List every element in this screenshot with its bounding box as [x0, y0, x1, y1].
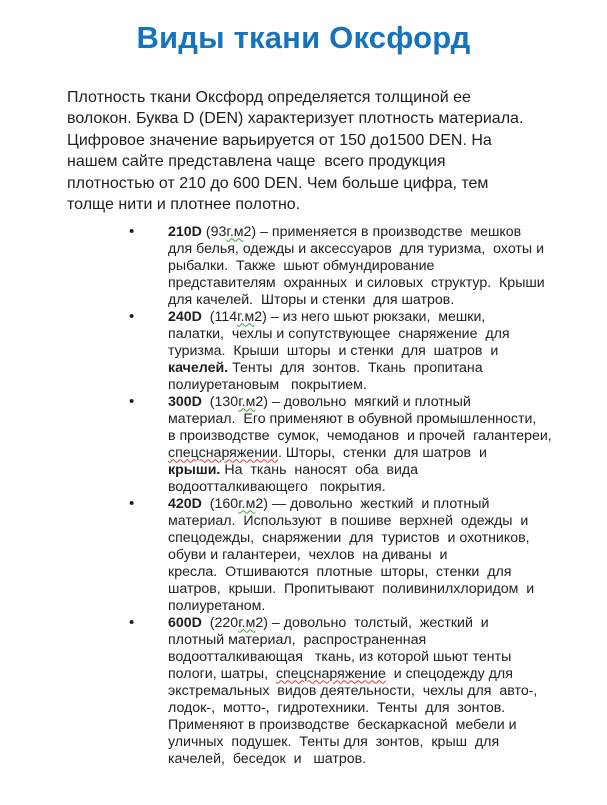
- text-segment: (130: [201, 393, 239, 410]
- spellcheck-flagged-word: спецснаряжении: [168, 444, 278, 461]
- text-segment: для качелей. Шторы и стенки для шатров.: [168, 291, 455, 308]
- intro-line: толще нити и плотнее полотно.: [67, 196, 301, 214]
- fabric-density-list: [0, 224, 607, 768]
- bullet-line: [168, 241, 607, 258]
- bullet-text: [168, 394, 607, 496]
- grammar-flagged-word: г.м: [226, 223, 244, 240]
- bullet-line: [168, 394, 607, 411]
- text-segment: и спецодежду для: [385, 665, 513, 682]
- bullet-line: [168, 717, 607, 734]
- text-segment: (114: [201, 308, 238, 325]
- bullet-line: [168, 615, 607, 632]
- den-value: 240D: [168, 308, 202, 325]
- grammar-flagged-word: г.м: [237, 308, 255, 325]
- text-segment: материал. Его применяют в обувной промышленности,: [168, 410, 537, 427]
- bullet-marker: •: [129, 494, 135, 512]
- text-segment: плотный материал, распространенная: [168, 631, 427, 648]
- bullet-text: [168, 309, 607, 394]
- bullet-text: [168, 224, 607, 309]
- text-segment: материал. Используют в пошиве верхней одежды и: [168, 512, 529, 529]
- text-segment: пологи, шатры,: [168, 665, 276, 682]
- text-segment: качелей, беседок и шатров.: [168, 750, 367, 767]
- fabric-list-item: [0, 224, 607, 309]
- bullet-marker: •: [129, 392, 135, 410]
- bullet-line: [168, 224, 607, 241]
- bullet-line: [168, 258, 607, 275]
- bullet-line: [168, 343, 607, 360]
- bullet-line: [168, 564, 607, 581]
- intro-line: Цифровое значение варьируется от 150 до1500 DEN. На: [67, 131, 492, 149]
- text-segment: рыбалки. Также шьют обмундирование: [168, 257, 435, 274]
- bullet-line: [168, 428, 607, 445]
- bullet-text: [168, 615, 607, 768]
- page-title: Виды ткани Оксфорд: [136, 20, 471, 55]
- text-segment: Тенты для зонтов. Ткань пропитана: [228, 359, 483, 376]
- fabric-list-item: [0, 394, 607, 496]
- den-value: 300D: [168, 393, 202, 410]
- bullet-line: [168, 581, 607, 598]
- bullet-line: [168, 700, 607, 717]
- intro-line: плотностью от 210 до 600 DEN. Чем больше цифра, тем: [67, 174, 489, 192]
- bullet-line: [168, 309, 607, 326]
- grammar-flagged-word: г.м: [238, 614, 256, 631]
- den-value: качелей.: [168, 359, 229, 376]
- text-segment: полиуретановым покрытием.: [168, 376, 367, 393]
- text-segment: 2) – довольно мягкий и плотный: [255, 393, 471, 410]
- text-segment: представителям охранных и силовых структур. Крыши: [168, 274, 545, 291]
- bullet-line: [168, 411, 607, 428]
- bullet-line: [168, 326, 607, 343]
- bullet-marker: •: [129, 613, 135, 631]
- fabric-list-item: [0, 496, 607, 615]
- text-segment: 2) – из него шьют рюкзаки, мешки,: [254, 308, 486, 325]
- text-segment: палатки, чехлы и сопутствующее снаряжение для: [168, 325, 510, 342]
- den-value: крыши.: [168, 461, 221, 478]
- bullet-line: [168, 683, 607, 700]
- den-value: 210D: [168, 223, 202, 240]
- bullet-line: [168, 734, 607, 751]
- bullet-line: [168, 513, 607, 530]
- intro-line: нашем сайте представлена чаще всего продукция: [67, 153, 446, 171]
- intro-line: волокон. Буква D (DEN) характеризует плотность материала.: [67, 110, 524, 128]
- bullet-line: [168, 360, 607, 377]
- grammar-flagged-word: г.м: [238, 393, 256, 410]
- bullet-line: [168, 496, 607, 513]
- spellcheck-flagged-word: спецснаряжение: [275, 665, 386, 682]
- text-segment: водоотталкивающая ткань, из которой шьют тенты: [168, 648, 512, 665]
- text-segment: спецодежды, снаряжении для туристов и охотников,: [168, 529, 530, 546]
- bullet-line: [168, 751, 607, 768]
- intro-line: Плотность ткани Оксфорд определяется толщиной ее: [67, 88, 471, 106]
- bullet-line: [168, 275, 607, 292]
- bullet-line: [168, 598, 607, 615]
- bullet-text: [168, 496, 607, 615]
- text-segment: лодок-, мотто-, гидротехники. Тенты для зонтов.: [168, 699, 506, 716]
- text-segment: для белья, одежды и аксессуаров для туризма, охоты и: [168, 240, 544, 257]
- text-segment: 2) – довольно толстый, жесткий и: [255, 614, 489, 631]
- bullet-line: [168, 666, 607, 683]
- text-segment: обуви и галантереи, чехлов на диваны и: [168, 546, 448, 563]
- text-segment: 2) – применяется в производстве мешков: [243, 223, 522, 240]
- text-segment: Применяют в производстве бескаркасной мебели и: [168, 716, 517, 733]
- bullet-line: [168, 530, 607, 547]
- text-segment: водоотталкивающего покрытия.: [168, 478, 386, 495]
- text-segment: кресла. Отшиваются плотные шторы, стенки для: [168, 563, 512, 580]
- text-segment: (160: [201, 495, 239, 512]
- text-segment: . Шторы, стенки для шатров и: [277, 444, 487, 461]
- bullet-line: [168, 462, 607, 479]
- text-segment: (93: [201, 223, 227, 240]
- text-segment: шатров, крыши. Пропитывают поливинилхлоридом и: [168, 580, 535, 597]
- grammar-flagged-word: г.м: [238, 495, 256, 512]
- text-segment: На ткань наносят оба вида: [220, 461, 419, 478]
- text-segment: туризма. Крыши шторы и стенки для шатров и: [168, 342, 499, 359]
- bullet-line: [168, 632, 607, 649]
- text-segment: 2) — довольно жесткий и плотный: [255, 495, 490, 512]
- bullet-marker: •: [129, 222, 135, 240]
- document-page: [0, 20, 607, 805]
- intro-paragraph: [67, 87, 607, 216]
- bullet-line: [168, 649, 607, 666]
- text-segment: уличных подушек. Тенты для зонтов, крыш для: [168, 733, 500, 750]
- bullet-line: [168, 547, 607, 564]
- bullet-line: [168, 479, 607, 496]
- text-segment: (220: [201, 614, 239, 631]
- den-value: 600D: [168, 614, 202, 631]
- bullet-line: [168, 445, 607, 462]
- fabric-list-item: [0, 309, 607, 394]
- text-segment: полиуретаном.: [168, 597, 266, 614]
- text-segment: в производстве сумок, чемоданов и прочей галантереи,: [168, 427, 552, 444]
- text-segment: экстремальных видов деятельности, чехлы для авто-,: [168, 682, 538, 699]
- den-value: 420D: [168, 495, 202, 512]
- bullet-marker: •: [129, 307, 135, 325]
- bullet-line: [168, 377, 607, 394]
- fabric-list-item: [0, 615, 607, 768]
- bullet-line: [168, 292, 607, 309]
